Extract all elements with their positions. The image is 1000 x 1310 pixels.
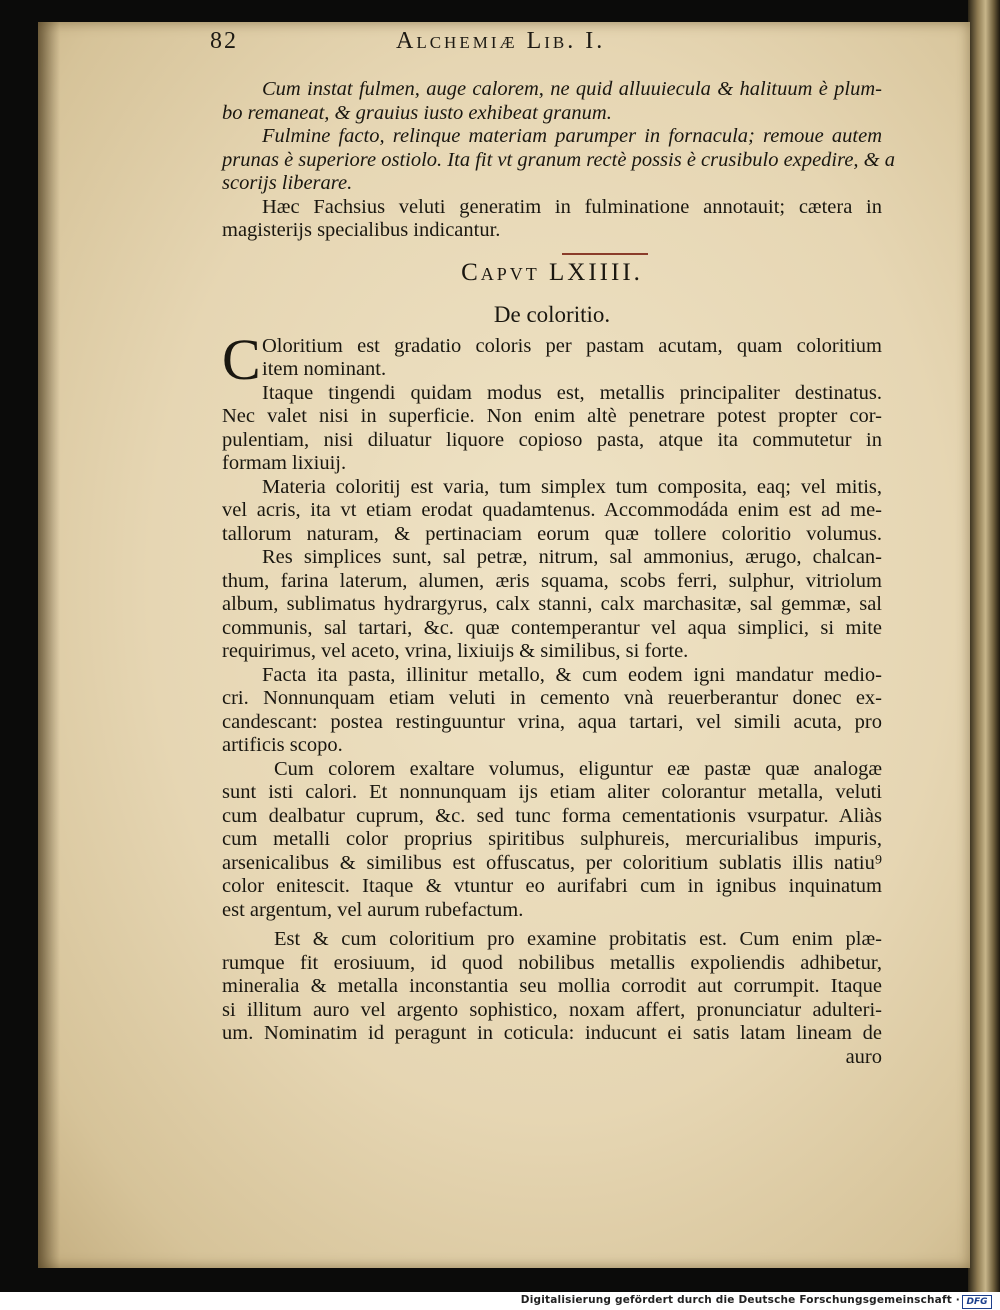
text-line: Oloritium est gradatio coloris per pastam acutam, quam coloritium <box>262 334 882 357</box>
text-line: prunas è superiore ostiolo. Ita fit vt granum rectè possis è crusibulo expedire, & a <box>222 148 896 171</box>
text-line: cum dealbatur cuprum, &c. sed tunc forma cementationis vsurpatur. Aliàs <box>222 804 882 827</box>
text-line: Fulmine facto, relinque materiam parumper in fornacula; remoue autem <box>262 125 882 147</box>
page-text <box>222 78 896 1069</box>
text-line: si illitum auro vel argento sophistico, noxam affert, pronunciatur adulteri- <box>222 998 882 1021</box>
footer-bar <box>0 1292 1000 1310</box>
text-line: Facta ita pasta, illinitur metallo, & cum eodem igni mandatur medio- <box>262 663 882 686</box>
running-title: Alchemiæ Lib. I. <box>396 28 606 54</box>
text-line: pulentiam, nisi diluatur liquore copioso pasta, atque ita commutetur in <box>222 428 882 451</box>
text-line: um. Nominatim id peragunt in coticula: inducunt ei satis latam lineam de <box>222 1022 882 1044</box>
page-gutter-shadow <box>38 22 60 1268</box>
text-line: thum, farina laterum, alumen, æris squama, scobs ferri, sulphur, vitriolum <box>222 569 882 592</box>
text-line: cum metalli color proprius spiritibus sulphureis, mercurialibus impuris, <box>222 828 882 850</box>
text-line: formam lixiuij. <box>222 452 347 474</box>
text-line: artificis scopo. <box>222 734 343 756</box>
chapter-opening <box>222 326 882 392</box>
funding-credit: Digitalisierung gefördert durch die Deutsche Forschungsgemeinschaft · <box>520 1294 960 1306</box>
text-line: bo remaneat, & grauius iusto exhibeat granum. <box>222 101 612 124</box>
text-line: cri. Nonnunquam etiam veluti in cemento vnà reuerberantur donec ex- <box>222 687 882 709</box>
dfg-logo: DFG <box>962 1295 992 1309</box>
text-line: vel acris, ita vt etiam erodat quadamtenus. Accommodáda enim est ad me- <box>222 499 882 521</box>
text-line: requirimus, vel aceto, vrina, lixiuijs & similibus, si forte. <box>222 640 689 662</box>
text-line: candescant: postea restinguuntur vrina, aqua tartari, vel simili acuta, pro <box>222 710 882 733</box>
text-line: Cum colorem exaltare volumus, eliguntur eæ pastæ quæ analogæ <box>274 757 882 780</box>
text-line: mineralia & metalla inconstantia seu mollia corrodit aut corrumpit. Itaque <box>222 975 882 997</box>
text-line: Est & cum coloritium pro examine probitatis est. Cum enim plæ- <box>274 928 882 950</box>
text-line: Hæc Fachsius veluti generatim in fulminatione annotauit; cætera in <box>262 195 882 218</box>
chapter-subtitle: De coloritio. <box>493 301 611 327</box>
chapter-heading <box>222 251 882 295</box>
text-line: item nominant. <box>262 358 387 380</box>
text-line: Materia coloritij est varia, tum simplex tum composita, eaq; vel mitis, <box>262 475 882 498</box>
text-line: Itaque tingendi quidam modus est, metallis principaliter destinatus. <box>262 381 882 404</box>
ornamental-rule <box>562 253 648 255</box>
drop-capital: C <box>222 326 261 392</box>
text-line: album, sublimatus hydrargyrus, calx stanni, calx marchasitæ, sal gemmæ, sal <box>222 593 882 615</box>
page-number: 82 <box>210 28 238 54</box>
chapter-title: Capvt LXIIII. <box>461 258 643 286</box>
running-header <box>210 28 870 62</box>
text-line: scorijs liberare. <box>222 172 353 194</box>
text-line: Cum instat fulmen, auge calorem, ne quid alluuiecula & halituum è plum- <box>262 78 882 100</box>
catchword: auro <box>845 1045 882 1068</box>
page-edge <box>968 0 1000 1292</box>
text-line: rumque fit erosiuum, id quod nobilibus metallis expoliendis adhibetur, <box>222 951 882 974</box>
text-line: magisterijs specialibus indicantur. <box>222 219 501 241</box>
text-line: arsenicalibus & similibus est offuscatus, per coloritium sublatis illis natiu⁹ <box>222 851 882 874</box>
text-line: communis, sal tartari, &c. quæ contemperantur vel aqua simplici, si mite <box>222 616 882 639</box>
text-line: tallorum naturam, & pertinaciam eorum quæ tollere coloritio volumus. <box>222 522 882 545</box>
text-line: sunt isti calori. Et nonnunquam ijs etiam aliter colorantur metalla, veluti <box>222 781 882 803</box>
text-line: Nec valet nisi in superficie. Non enim altè penetrare potest propter cor- <box>222 405 882 427</box>
text-line: color enitescit. Itaque & vtuntur eo aurifabri cum in ignibus inquinatum <box>222 875 882 897</box>
text-line: est argentum, vel aurum rubefactum. <box>222 898 524 921</box>
text-line: Res simplices sunt, sal petræ, nitrum, sal ammonius, ærugo, chalcan- <box>262 546 882 568</box>
